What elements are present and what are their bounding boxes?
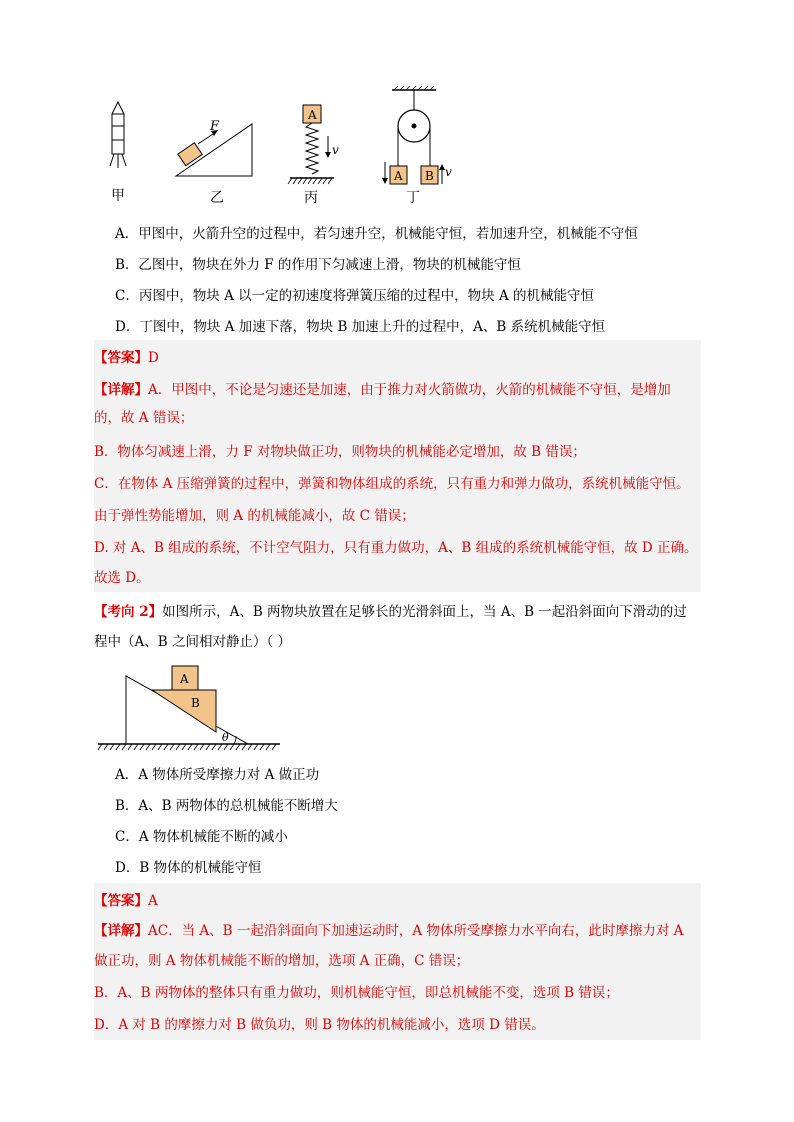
q2-detail-line-1: 【详解】AC．当 A、B 一起沿斜面向下加速运动时，A 物体所受摩擦力水平向右，此时摩擦力对 A [94,923,684,939]
q2-answer-line [94,891,158,911]
block-a-label: A [308,108,317,122]
q2-detail-line-3: B．A、B 两物体的整体只有重力做功，则机械能守恒，即总机械能不变，选项 B 错误； [94,985,619,1001]
q2-detail-line-2: 做正功，则 A 物体机械能不断的增加，选项 A 正确，C 错误； [94,953,470,969]
q2-block-a-label: A [180,672,189,686]
pulley-block-b-label: B [425,169,434,183]
q2-angle-label: θ [222,731,229,744]
label-bing: 丙 [304,190,318,206]
q2-detail-line-4: D．A 对 B 的摩擦力对 B 做负功，则 B 物体的机械能减小，选项 D 错误。 [94,1017,545,1033]
q1-detail-tag: 【详解】 [94,382,148,398]
figure-incline-ab [98,662,282,748]
q1-detail-line-6: D. 对 A、B 组成的系统，不计空气阻力，只有重力做功，A、B 组成的系统机械能守恒，故 D 正确。 [94,540,698,556]
q2-block-b-label: B [191,696,200,710]
q2-option-b: B．A、B 两物体的总机械能不断增大 [115,798,338,814]
q1-detail-line-1: 【详解】A．甲图中，不论是匀速还是加速，由于推力对火箭做功，火箭的机械能不守恒，是增加 [94,382,671,398]
q1-answer-line [94,348,159,368]
q1-option-a: A．甲图中，火箭升空的过程中，若匀速升空，机械能守恒，若加速升空，机械能不守恒 [115,226,638,242]
q2-option-a: A．A 物体所受摩擦力对 A 做正功 [115,767,320,783]
q1-detail-line-5: 由于弹性势能增加，则 A 的机械能减小，故 C 错误； [94,508,415,524]
pulley-block-a-label: A [394,169,403,183]
label-yi: 乙 [210,190,224,206]
q1-detail-line-4: C．在物体 A 压缩弹簧的过程中，弹簧和物体组成的系统，只有重力和弹力做功，系统机械能守恒。 [94,476,690,492]
q2-option-c: C．A 物体机械能不断的减小 [115,829,288,845]
q1-answer-value: D [148,350,159,366]
label-jia: 甲 [111,188,125,204]
q2-tag: 【考向 2】 [94,604,163,620]
q2-detail-tag: 【详解】 [94,923,148,939]
q1-detail-line-7: 故选 D。 [94,570,150,586]
q1-answer-tag: 【答案】 [94,350,148,366]
q1-option-d: D．丁图中，物块 A 加速下落，物块 B 加速上升的过程中，A、B 系统机械能守恒 [115,319,606,335]
q1-option-b: B．乙图中，物块在外力 F 的作用下匀减速上滑，物块的机械能守恒 [115,257,521,273]
force-label: F [210,119,220,134]
q1-option-c: C．丙图中，物块 A 以一定的初速度将弹簧压缩的过程中，物块 A 的机械能守恒 [115,288,594,304]
figure-four-diagrams [100,86,452,212]
q2-answer-value: A [148,893,158,909]
velocity-label-pulley: v [445,165,452,179]
q2-answer-tag: 【答案】 [94,893,148,909]
pulley-diagram [382,86,452,184]
incline-block-diagram [176,119,252,176]
q2-option-d: D．B 物体的机械能守恒 [115,860,262,876]
q2-stem-line-2: 程中（A、B 之间相对静止）（ ） [94,634,292,650]
spring-block-diagram [288,105,339,184]
label-ding: 丁 [406,190,420,206]
rocket-diagram [110,102,126,168]
q2-stem-line-1: 【考向 2】如图所示，A、B 两物块放置在足够长的光滑斜面上，当 A、B 一起沿斜面向下滑动的过 [94,604,687,620]
q1-answer-box [94,340,701,592]
q1-detail-line-3: B．物体匀减速上滑，力 F 对物块做正功，则物块的机械能必定增加，故 B 错误； [94,444,586,460]
q1-detail-line-2: 的，故 A 错误； [94,410,194,426]
velocity-label-spring: v [332,143,339,157]
q2-answer-box [94,883,701,1040]
